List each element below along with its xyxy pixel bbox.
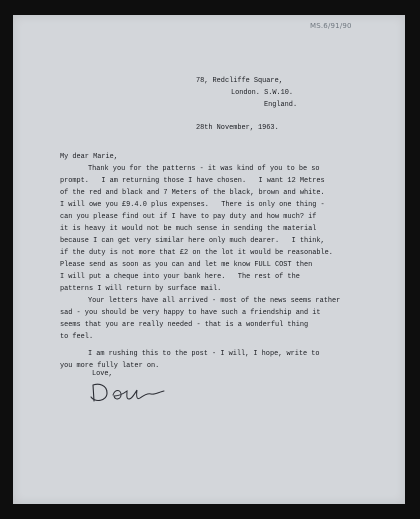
closing: Love, (92, 370, 113, 378)
handwritten-signature (85, 377, 195, 407)
body-line: Please send as soon as you can and let me know FULL COST then (60, 261, 313, 269)
body-line: sad - you should be very happy to have such a friendship and it (60, 309, 321, 317)
salutation: My dear Marie, (60, 153, 118, 161)
body-line: of the red and black and 7 Meters of the black, brown and white. (60, 189, 325, 197)
body-line: to feel. (60, 333, 94, 341)
body-line: I will owe you £9.4.0 plus expenses. There is only one thing - (60, 201, 325, 209)
body-line: can you please find out if I have to pay duty and how much? if (60, 213, 317, 221)
body-line: it is heavy it would not be much sense in sending the material (60, 225, 317, 233)
archive-reference: MS.6/91/90 (310, 22, 352, 30)
body-line: I will put a cheque into your bank here. The rest of the (60, 273, 300, 281)
body-line: I am rushing this to the post - I will, I hope, write to (88, 350, 320, 358)
letter-date: 28th November, 1963. (196, 124, 279, 132)
address-line: London. S.W.10. (231, 89, 294, 97)
body-line: because I can get very similar here only much dearer. I think, (60, 237, 325, 245)
letter-page (13, 15, 405, 504)
body-line: prompt. I am returning those I have chosen. I want 12 Metres (60, 177, 325, 185)
body-line: you more fully later on. (60, 362, 160, 370)
body-line: if the duty is not more that £2 on the lot it would be reasonable. (60, 249, 333, 257)
body-line: seems that you are really needed - that is a wonderful thing (60, 321, 309, 329)
body-line: Your letters have all arrived - most of the news seems rather (88, 297, 341, 305)
body-line: Thank you for the patterns - it was kind of you to be so (88, 165, 320, 173)
address-line: 78, Redcliffe Square, (196, 77, 283, 85)
address-line: England. (264, 101, 298, 109)
body-line: patterns I will return by surface mail. (60, 285, 222, 293)
